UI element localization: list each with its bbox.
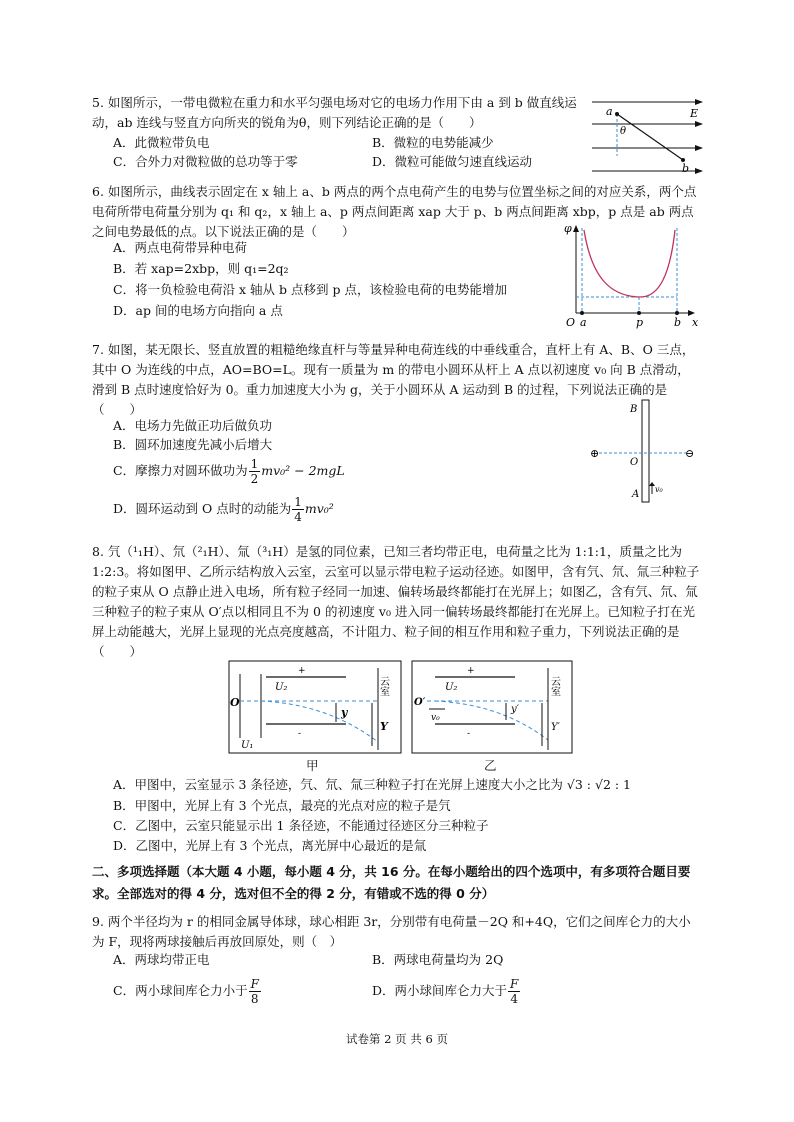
question-text: 两个半径均为 r 的相同金属导体球，球心相距 3r，分别带有电荷量－2Q 和+4Q，它们之间库仑力的大小为 F，现将两球接触后再放回原处，则（ ）: [92, 914, 691, 949]
point-b: [675, 311, 679, 315]
label-o: O: [230, 696, 240, 709]
label-Y: Y′: [551, 722, 560, 733]
frame: [229, 661, 401, 753]
question-number: 8.: [92, 544, 104, 559]
label-a: A: [632, 489, 640, 500]
option-tail: mv₀²: [304, 501, 334, 516]
fraction: [292, 495, 304, 524]
rod: [642, 400, 649, 502]
negative-charge: ⊖: [685, 447, 695, 460]
section-2-header: 二、多项选择题（本大题 4 小题，每小题 4 分，共 16 分。在每小题给出的四个选项中，有多项符合题目要求。全部选对的得 4 分，选对但不全的得 2 分，有错或不选的得 0 分）: [92, 864, 691, 901]
label-b: b: [682, 162, 690, 175]
q6-option-d[interactable]: D．ap 间的电场方向指向 a 点: [113, 303, 283, 318]
q9-option-b[interactable]: B．两球电荷量均为 2Q: [372, 952, 504, 967]
denominator: 4: [294, 510, 302, 524]
denominator: 8: [250, 992, 259, 1006]
label-a: a: [580, 316, 587, 329]
question-number: 7.: [92, 342, 104, 357]
trajectory: [435, 701, 548, 740]
positive-charge: ⊕: [590, 447, 600, 460]
label-cloud-chamber: 云室: [377, 676, 389, 696]
label-v0: v₀: [655, 485, 663, 494]
label-plus: +: [298, 666, 306, 676]
label-u2: U₂: [445, 682, 458, 693]
point-a: [615, 112, 619, 116]
q5-option-b[interactable]: B．微粒的电势能减少: [372, 135, 494, 150]
q5-option-d[interactable]: D．微粒可能做匀速直线运动: [372, 154, 533, 169]
numerator: 1: [294, 495, 302, 509]
trajectory: [261, 701, 378, 742]
label-x: x: [692, 316, 699, 329]
label-p: p: [636, 316, 644, 329]
q8-option-a[interactable]: A．甲图中，云室显示 3 条径迹，氕、氘、氚三种粒子打在光屏上速度大小之比为 √3 : √2 : 1: [113, 777, 632, 792]
question-number: 6.: [92, 184, 104, 199]
question-5-stem: [92, 93, 582, 133]
fraction: [508, 977, 520, 1006]
denominator: 2: [250, 472, 259, 486]
figure-yi-caption: 乙: [484, 758, 497, 773]
q5-option-c[interactable]: C．合外力对微粒做的总功等于零: [113, 154, 298, 169]
question-text: 如图，某无限长、竖直放置的粗糙绝缘直杆与等量异种电荷连线的中垂线重合，直杆上有 A、B、O 三点，其中 O 为连线的中点，AO=BO=L。现有一质量为 m 的带电小圆环从杆上 A 点以初速度 v₀ 向 B 点滑动，滑到 B 点时速度恰好为 0。重力加速度大小为 g，关于小圆环从 A 运动到 B 的过程，下列说法正确的是（ ）: [92, 342, 695, 417]
question-text: 如图所示，曲线表示固定在 x 轴上 a、b 两点的两个点电荷产生的电势与位置坐标之间的对应关系，两个点电荷所带电荷量分别为 q₁ 和 q₂，x 轴上 a、p 两点间距离 xap 大于 p、b 两点间距离 xbp，p 点是 ab 两点之间电势最低的点。以下说法正确的是（ ）: [92, 184, 697, 239]
label-o: O: [630, 457, 639, 468]
label-a: a: [606, 105, 613, 118]
option-text: D．圆环运动到 O 点时的动能为: [113, 501, 292, 516]
label-b: b: [674, 316, 682, 329]
option-text: C．两小球间库仑力小于: [113, 983, 248, 998]
label-e: E: [690, 107, 699, 120]
point-a: [580, 311, 584, 315]
q9-option-d[interactable]: [372, 976, 521, 1006]
q6-option-c[interactable]: C．将一负检验电荷沿 x 轴从 b 点移到 p 点，该检验电荷的电势能增加: [113, 282, 507, 297]
q7-rod-figure: [586, 398, 702, 506]
potential-curve: [584, 230, 675, 297]
label-phi: φ: [564, 222, 572, 235]
denominator: 4: [510, 992, 519, 1006]
label-y: y: [341, 706, 348, 719]
q9-option-c[interactable]: [113, 976, 262, 1006]
option-tail: mv₀² − 2mgL: [261, 463, 345, 478]
q6-potential-graph: [562, 220, 702, 330]
label-o: O′: [414, 697, 426, 708]
q6-option-a[interactable]: A．两点电荷带异种电荷: [113, 240, 248, 255]
q7-option-b[interactable]: B．圆环加速度先减小后增大: [113, 437, 273, 452]
option-text: C．摩擦力对圆环做功为: [113, 463, 248, 478]
question-9-stem: [92, 912, 692, 952]
label-v0: v₀: [431, 713, 440, 723]
q7-option-c[interactable]: [113, 456, 345, 486]
q6-option-b[interactable]: B．若 xap=2xbp，则 q₁=2q₂: [113, 261, 289, 276]
label-plus: +: [467, 666, 475, 676]
q7-option-a[interactable]: A．电场力先做正功后做负功: [113, 418, 273, 433]
label-y: y′: [511, 704, 519, 715]
q8-figure-yi: [411, 660, 573, 754]
numerator: F: [250, 977, 259, 991]
q8-figure-jia: [228, 660, 403, 754]
label-theta: θ: [620, 126, 627, 137]
q7-option-d[interactable]: [113, 494, 334, 524]
q5-option-a[interactable]: A．此微粒带负电: [113, 135, 210, 150]
q8-option-b[interactable]: B．甲图中，光屏上有 3 个光点，最亮的光点对应的粒子是氕: [113, 798, 451, 813]
point-p: [637, 311, 641, 315]
question-number: 5.: [92, 95, 104, 110]
numerator: 1: [250, 457, 259, 471]
label-minus: -: [298, 729, 302, 739]
label-Y: Y: [380, 720, 388, 733]
question-text: 如图所示，一带电微粒在重力和水平匀强电场对它的电场力作用下由 a 到 b 做直线运动，ab 连线与竖直方向所夹的锐角为θ，则下列结论正确的是（ ）: [92, 95, 577, 130]
fraction: [249, 457, 261, 486]
numerator: F: [510, 977, 519, 991]
q8-option-c[interactable]: C．乙图中，云室只能显示出 1 条径迹，不能通过径迹区分三种粒子: [113, 818, 489, 833]
fraction: [249, 977, 261, 1006]
label-cloud-chamber: 云室: [548, 676, 560, 696]
q5-field-figure: [590, 92, 710, 180]
figure-jia-caption: 甲: [306, 758, 319, 773]
label-origin: O: [566, 316, 576, 329]
question-8-stem: [92, 542, 702, 662]
q9-option-a[interactable]: A．两球均带正电: [113, 952, 210, 967]
label-b: B: [630, 404, 638, 415]
label-u1: U₁: [241, 740, 254, 751]
label-minus: -: [467, 729, 471, 739]
page-footer: 试卷第 2 页 共 6 页: [346, 1032, 448, 1046]
path-ab: [617, 114, 683, 160]
label-u2: U₂: [275, 682, 288, 693]
q8-option-d[interactable]: D．乙图中，光屏上有 3 个光点，离光屏中心最近的是氚: [113, 838, 427, 853]
option-text: D．两小球间库仑力大于: [372, 983, 508, 998]
question-number: 9.: [92, 914, 104, 929]
question-text: 氕（¹₁H）、氘（²₁H）、氚（³₁H）是氢的同位素，已知三者均带正电，电荷量之比为 1:1:1，质量之比为 1:2:3。将如图甲、乙所示结构放入云室，云室可以显示带电粒子运动径迹。如图甲，含有氕、氘、氚三种粒子的粒子束从 O 点静止进入电场，所有粒子经同一加速、偏转场最终都能打在光屏上；如图乙，含有氕、氘、氚三种粒子的粒子束从 O′点以相同且不为 0 的初速度 v₀ 进入同一偏转场最终都能打在光屏上。已知粒子打在光屏上动能越大，光屏上显现的光点亮度越高，不计阻力、粒子间的相互作用和粒子重力，下列说法正确的是（ ）: [92, 544, 700, 659]
